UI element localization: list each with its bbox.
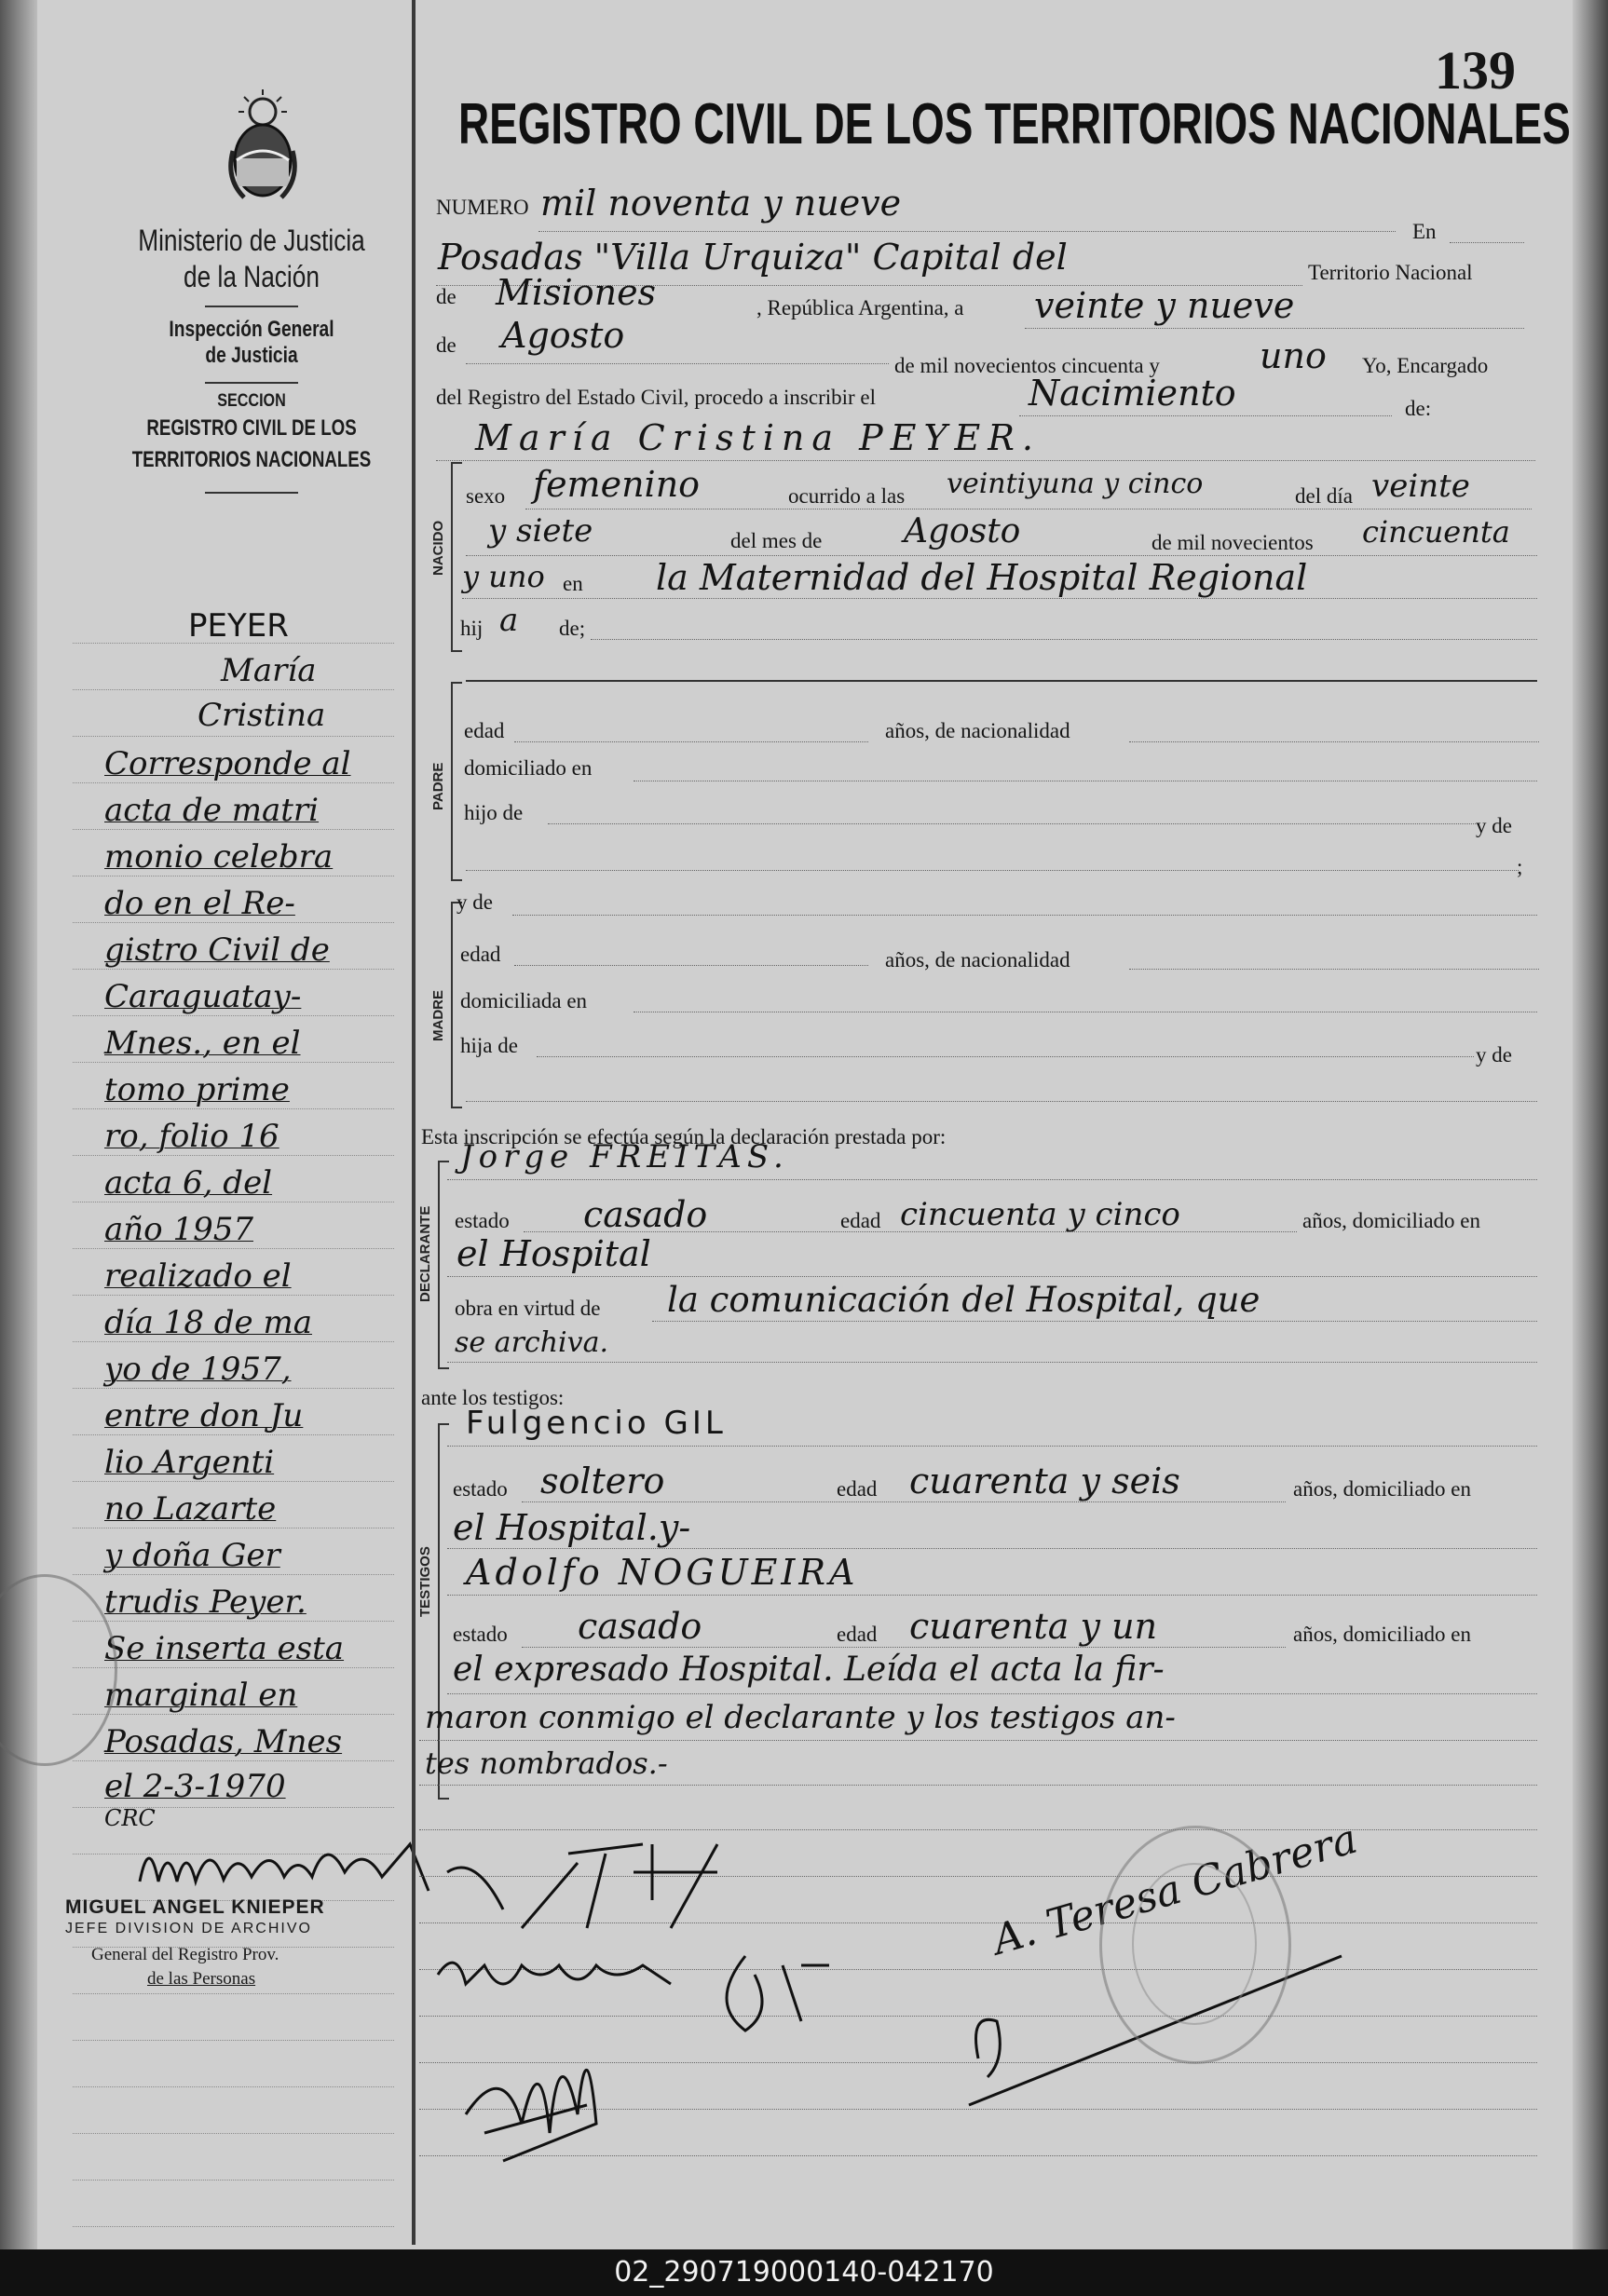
obra-line bbox=[652, 1321, 1537, 1322]
column-divider bbox=[412, 0, 416, 2245]
de-mil-label: de mil novecientos bbox=[1151, 531, 1314, 554]
margin-line: el 2-3-1970 bbox=[104, 1768, 286, 1805]
margin-rule bbox=[73, 1621, 394, 1622]
ministry-block bbox=[93, 224, 410, 494]
lugar-line bbox=[462, 598, 1537, 599]
ocurrido-label: ocurrido a las bbox=[788, 484, 906, 508]
margin-rule bbox=[73, 1574, 394, 1575]
margin-line: realizado el bbox=[104, 1257, 292, 1295]
t1-estado-line bbox=[522, 1501, 1286, 1502]
estado-label: estado bbox=[455, 1209, 510, 1232]
month-line bbox=[466, 363, 889, 364]
domiciliada-en-label: domiciliada en bbox=[460, 989, 588, 1012]
hijo-de-label: hijo de bbox=[464, 801, 524, 824]
numero-line bbox=[538, 231, 1396, 232]
margin-rule bbox=[73, 1248, 394, 1249]
margin-rule bbox=[73, 1015, 394, 1016]
margin-line: CRC bbox=[104, 1805, 156, 1831]
margin-line: gistro Civil de bbox=[104, 931, 330, 969]
declarante-dom: el Hospital bbox=[457, 1233, 651, 1274]
archive-stamp-role: JEFE DIVISION DE ARCHIVO bbox=[65, 1921, 312, 1936]
edad-label: edad bbox=[464, 719, 505, 742]
day-line bbox=[1025, 328, 1524, 329]
margin-rule bbox=[73, 1481, 394, 1482]
ministry-separator bbox=[205, 306, 298, 307]
madre-y-de-label: y de bbox=[457, 890, 493, 914]
acta-type-line bbox=[1019, 415, 1392, 416]
closing-line1-rule bbox=[447, 1693, 1537, 1694]
testigo2-signature bbox=[447, 2003, 634, 2170]
obra-label: obra en virtud de bbox=[455, 1297, 601, 1320]
declarante-estado: casado bbox=[583, 1194, 708, 1235]
margin-rule bbox=[73, 689, 394, 690]
numero-value: mil noventa y nueve bbox=[540, 183, 902, 224]
margin-line: yo de 1957, bbox=[104, 1351, 292, 1388]
declarante-bracket bbox=[438, 1161, 449, 1369]
testigo2-name: Adolfo NOGUEIRA bbox=[466, 1552, 859, 1593]
obra-value2: se archiva. bbox=[455, 1326, 608, 1359]
ministry-line7: TERRITORIOS NACIONALES bbox=[131, 447, 372, 472]
hij-line bbox=[591, 639, 1537, 640]
madre-y-de-label2: y de bbox=[1476, 1043, 1512, 1066]
margin-rule bbox=[73, 2133, 394, 2134]
closing-line1: el expresado Hospital. Leída el acta la fir- bbox=[453, 1651, 1165, 1689]
margin-rule bbox=[73, 1295, 394, 1296]
numero-label: NUMERO bbox=[436, 196, 529, 219]
testigos-label: TESTIGOS bbox=[417, 1546, 433, 1617]
dia-value: veinte bbox=[1371, 468, 1470, 505]
margin-rule bbox=[73, 1993, 394, 1994]
year-value: uno bbox=[1260, 335, 1327, 376]
margin-rule bbox=[73, 969, 394, 970]
t2-edad-label: edad bbox=[837, 1623, 878, 1646]
testigo1-dom: el Hospital.y- bbox=[453, 1507, 691, 1548]
anos-nac-label: años, de nacionalidad bbox=[885, 719, 1070, 742]
anos-dom-label: años, domiciliado en bbox=[1302, 1209, 1480, 1232]
margin-line: día 18 de ma bbox=[104, 1304, 312, 1341]
sexo-label: sexo bbox=[466, 484, 506, 508]
child-name-value: María Cristina PEYER. bbox=[475, 417, 1041, 458]
padre-extra-line bbox=[466, 870, 1519, 871]
hora-value: veintiyuna y cinco bbox=[947, 468, 1204, 500]
margin-rule bbox=[73, 829, 394, 830]
archive-stamp-line3: General del Registro Prov. bbox=[91, 1945, 279, 1964]
testigo2-edad: cuarenta y un bbox=[909, 1606, 1158, 1647]
yo-label: Yo, Encargado bbox=[1362, 354, 1489, 377]
hija-de-line bbox=[537, 1056, 1474, 1057]
closing-line2-rule bbox=[419, 1740, 1537, 1741]
ministry-line4: de Justicia bbox=[205, 343, 298, 368]
del-mes-label: del mes de bbox=[730, 529, 823, 552]
ministry-line5: SECCION bbox=[217, 391, 286, 411]
mes-line bbox=[466, 555, 1537, 556]
hij-label: hij bbox=[460, 617, 484, 640]
margin-line: Posadas, Mnes bbox=[104, 1723, 343, 1760]
de-label: de bbox=[436, 285, 457, 308]
margin-line: entre don Ju bbox=[104, 1397, 304, 1434]
t1-dom-line bbox=[447, 1548, 1537, 1549]
closing-line3-rule bbox=[419, 1785, 1537, 1786]
hija-de-label: hija de bbox=[460, 1034, 518, 1057]
child-name-line bbox=[436, 460, 1535, 461]
edad-line bbox=[514, 741, 868, 742]
t2-anos-dom-label: años, domiciliado en bbox=[1293, 1623, 1471, 1646]
margin-rule bbox=[73, 1062, 394, 1063]
padre-top-line bbox=[466, 680, 1537, 682]
ministry-line6: REGISTRO CIVIL DE LOS bbox=[146, 415, 357, 441]
estado-line bbox=[524, 1231, 1297, 1232]
ministry-line1: Ministerio de Justicia bbox=[138, 224, 365, 257]
margin-rule bbox=[73, 1434, 394, 1435]
margin-line: PEYER bbox=[188, 607, 289, 645]
registro-label: del Registro del Estado Civil, procedo a inscribir el bbox=[436, 386, 877, 409]
coat-of-arms-icon bbox=[216, 86, 309, 207]
anio-value: cincuenta bbox=[1362, 514, 1510, 550]
madre-extra-line bbox=[466, 1101, 1537, 1102]
margin-line: tomo prime bbox=[104, 1071, 290, 1108]
margin-rule bbox=[73, 1388, 394, 1389]
madre-nac-line bbox=[1129, 969, 1539, 970]
margin-line: Caraguatay- bbox=[104, 978, 302, 1015]
ministry-line2: de la Nación bbox=[184, 260, 320, 293]
margin-line: do en el Re- bbox=[104, 885, 295, 922]
official-seal-inner bbox=[1132, 1863, 1257, 2025]
en-line bbox=[1450, 242, 1524, 243]
margin-line: marginal en bbox=[104, 1677, 298, 1714]
margin-line: acta de matri bbox=[104, 792, 320, 829]
page-number: 139 bbox=[1435, 40, 1516, 101]
hij-value: a bbox=[499, 602, 519, 639]
day-value: veinte y nueve bbox=[1034, 285, 1295, 326]
margin-line: María bbox=[221, 652, 317, 689]
declarante-name: Jorge FREITAS. bbox=[460, 1138, 789, 1175]
testigo1-name-line bbox=[447, 1446, 1537, 1447]
obra-line2 bbox=[447, 1362, 1537, 1363]
margin-line: Mnes., en el bbox=[104, 1025, 301, 1062]
margin-rule bbox=[73, 1714, 394, 1715]
testigo1-name: Fulgencio GIL bbox=[466, 1405, 727, 1442]
lugar-value: la Maternidad del Hospital Regional bbox=[656, 557, 1308, 598]
testigo2-estado: casado bbox=[578, 1606, 702, 1647]
madre-edad-label: edad bbox=[460, 943, 501, 966]
margin-line: y doña Ger bbox=[104, 1537, 280, 1574]
margin-rule bbox=[73, 2226, 394, 2227]
margin-rule bbox=[73, 736, 394, 737]
month-value: Agosto bbox=[501, 315, 625, 356]
place-value: Posadas "Villa Urquiza" Capital del bbox=[438, 237, 1068, 278]
testigos-bracket bbox=[438, 1423, 449, 1800]
margin-line: monio celebra bbox=[104, 838, 334, 876]
en-label: En bbox=[1412, 220, 1437, 243]
margin-line: no Lazarte bbox=[104, 1490, 277, 1528]
margin-rule bbox=[73, 1760, 394, 1761]
margin-rule bbox=[73, 1667, 394, 1668]
madre-y-de-line bbox=[512, 915, 1537, 916]
testigos-intro: ante los testigos: bbox=[421, 1386, 565, 1409]
territorio-label: Territorio Nacional bbox=[1308, 261, 1473, 284]
t1-anos-dom-label: años, domiciliado en bbox=[1293, 1477, 1471, 1501]
mil-label: de mil novecientos cincuenta y bbox=[894, 354, 1160, 377]
round-stamp bbox=[0, 1574, 117, 1766]
margin-line: Cristina bbox=[198, 697, 326, 734]
t2-estado-line bbox=[522, 1647, 1286, 1648]
margin-rule bbox=[73, 1155, 394, 1156]
de3-label: de: bbox=[1405, 397, 1432, 420]
de2-label: de bbox=[436, 333, 457, 357]
nac-line bbox=[1129, 741, 1539, 742]
nacido-label: NACIDO bbox=[430, 520, 446, 576]
y-de-label: y de bbox=[1476, 814, 1512, 837]
margin-rule bbox=[73, 2180, 394, 2181]
mes-value: Agosto bbox=[904, 512, 1021, 550]
margin-line: Se inserta esta bbox=[104, 1630, 345, 1667]
image-caption: 02_290719000140-042170 bbox=[0, 2249, 1608, 2296]
margin-line: acta 6, del bbox=[104, 1164, 273, 1202]
acta-type-value: Nacimiento bbox=[1029, 373, 1236, 414]
t1-estado-label: estado bbox=[453, 1477, 508, 1501]
republica-label: , República Argentina, a bbox=[756, 296, 964, 319]
sexo-value: femenino bbox=[533, 464, 701, 505]
testigo1-estado: soltero bbox=[540, 1460, 665, 1501]
margin-rule bbox=[73, 2086, 394, 2087]
margin-rule bbox=[73, 782, 394, 783]
de4-label: de; bbox=[559, 617, 586, 640]
ministry-separator bbox=[205, 382, 298, 384]
margin-line: Corresponde al bbox=[104, 745, 351, 782]
t2-estado-label: estado bbox=[453, 1623, 508, 1646]
t1-edad-label: edad bbox=[837, 1477, 878, 1501]
declarante-dom-line bbox=[447, 1276, 1537, 1277]
anio-value2: y uno bbox=[462, 559, 545, 594]
del-dia-label: del día bbox=[1295, 484, 1353, 508]
official-signature-name: A. Teresa Cabrera bbox=[988, 1814, 1363, 1965]
hijo-de-line bbox=[548, 823, 1479, 824]
archive-stamp-name: MIGUEL ANGEL KNIEPER bbox=[65, 1896, 325, 1918]
margin-rule bbox=[73, 922, 394, 923]
en2-label: en bbox=[563, 572, 583, 595]
madre-anos-nac-label: años, de nacionalidad bbox=[885, 948, 1070, 971]
dia-value2: y siete bbox=[488, 512, 593, 550]
margin-rule bbox=[73, 1341, 394, 1342]
province-value: Misiones bbox=[496, 272, 657, 313]
testigo2-name-line bbox=[447, 1595, 1537, 1596]
margin-line: trudis Peyer. bbox=[104, 1583, 307, 1621]
declarante-label: DECLARANTE bbox=[417, 1205, 433, 1302]
padre-bracket bbox=[451, 682, 462, 881]
margin-rule bbox=[73, 1108, 394, 1109]
edad2-label: edad bbox=[840, 1209, 881, 1232]
declarante-name-line bbox=[447, 1179, 1537, 1180]
testigo1-edad: cuarenta y seis bbox=[909, 1460, 1180, 1501]
domiciliado-en-label: domiciliado en bbox=[464, 756, 593, 780]
archive-stamp-line4: de las Personas bbox=[147, 1969, 256, 1989]
margin-rule bbox=[73, 2040, 394, 2041]
declarante-edad: cincuenta y cinco bbox=[900, 1196, 1180, 1233]
madre-label: MADRE bbox=[430, 990, 446, 1041]
closing-line2: maron conmigo el declarante y los testigos an- bbox=[425, 1699, 1176, 1736]
ministry-line3: Inspección General bbox=[169, 317, 334, 342]
margin-line: año 1957 bbox=[104, 1211, 253, 1248]
ministry-separator bbox=[205, 492, 298, 494]
declarante-signature bbox=[438, 1816, 773, 1947]
margin-line: lio Argenti bbox=[104, 1444, 275, 1481]
semicolon: ; bbox=[1517, 855, 1523, 878]
inscripcion-label: Esta inscripción se efectúa según la declaración prestada por: bbox=[421, 1125, 947, 1148]
closing-line3: tes nombrados.- bbox=[425, 1746, 668, 1781]
madre-edad-line bbox=[514, 965, 868, 966]
padre-label: PADRE bbox=[430, 762, 446, 810]
registry-title: REGISTRO CIVIL DE LOS TERRITORIOS NACIONALES bbox=[458, 92, 1571, 156]
obra-value: la comunicación del Hospital, que bbox=[667, 1280, 1261, 1320]
margin-line: ro, folio 16 bbox=[104, 1118, 279, 1155]
